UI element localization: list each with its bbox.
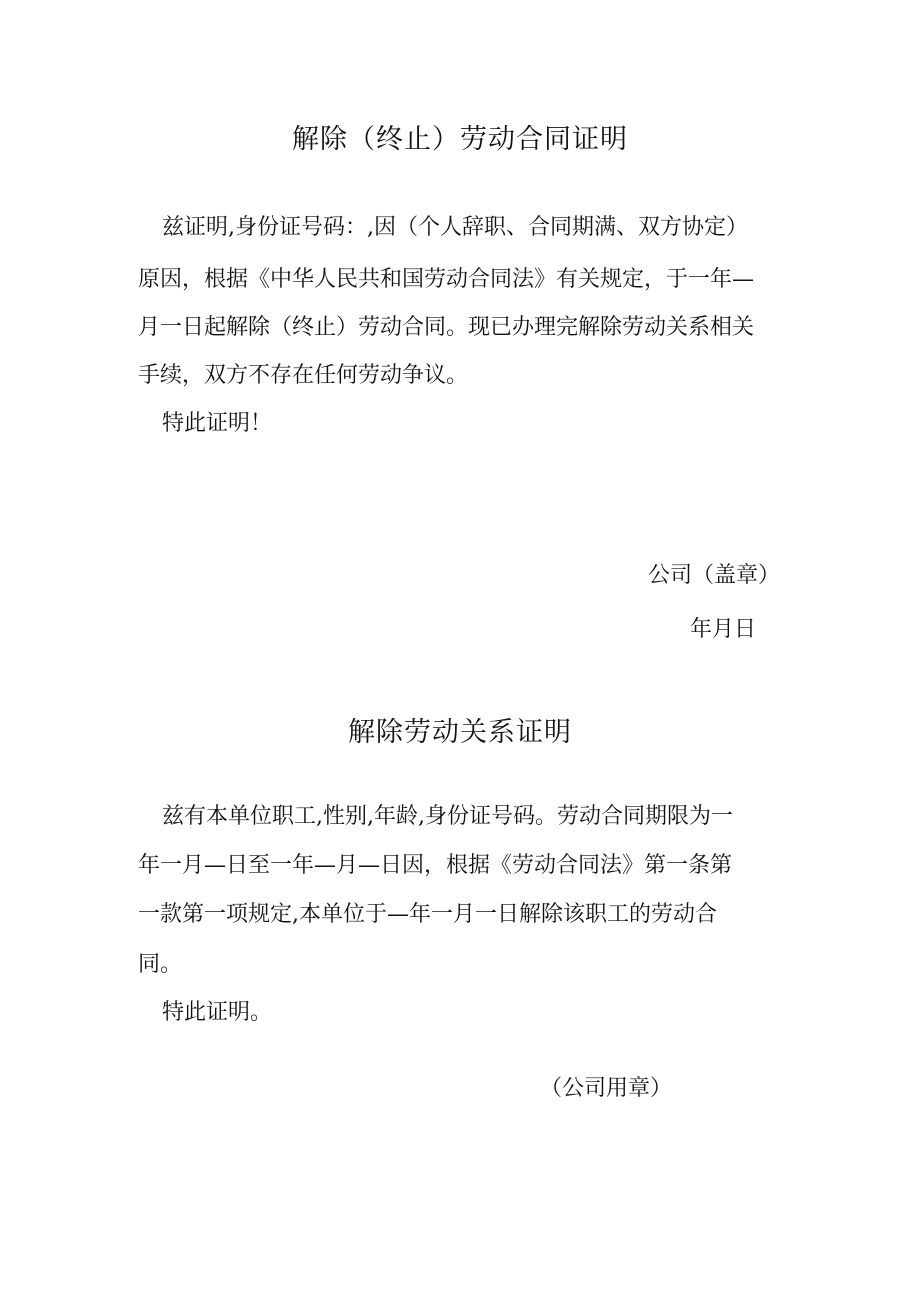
certificate-1-body-line: 兹证明,身份证号码：,因（个人辞职、合同期满、双方协定）: [162, 215, 748, 240]
certificate-2-body-line: 一款第一项规定,本单位于—年一月一日解除该职工的劳动合: [138, 902, 717, 927]
certificate-1-closing: 特此证明！: [162, 411, 273, 436]
certificate-1-body-line: 手续，双方不存在任何劳动争议。: [138, 363, 469, 388]
certificate-2-title: 解除劳动关系证明: [348, 717, 572, 748]
certificate-2-body-line: 年一月—日至一年—月—日因，根据《劳动合同法》第一条第: [138, 853, 733, 878]
certificate-1-date: 年月日: [690, 617, 757, 642]
certificate-2-company-seal: （公司用章）: [540, 1076, 673, 1101]
certificate-1-company-seal: 公司（盖章）: [648, 563, 781, 588]
certificate-2-body-line: 兹有本单位职工,性别,年龄,身份证号码。劳动合同期限为一: [162, 804, 733, 829]
certificate-2-body-line: 同。: [138, 952, 183, 977]
certificate-1-title: 解除（终止）劳动合同证明: [292, 124, 628, 155]
certificate-1-body-line: 月一日起解除（终止）劳动合同。现已办理完解除劳动关系相关: [138, 315, 755, 340]
certificate-1-body-line: 原因，根据《中华人民共和国劳动合同法》有关规定，于一年—: [138, 267, 755, 292]
certificate-2-closing: 特此证明。: [162, 1000, 273, 1025]
